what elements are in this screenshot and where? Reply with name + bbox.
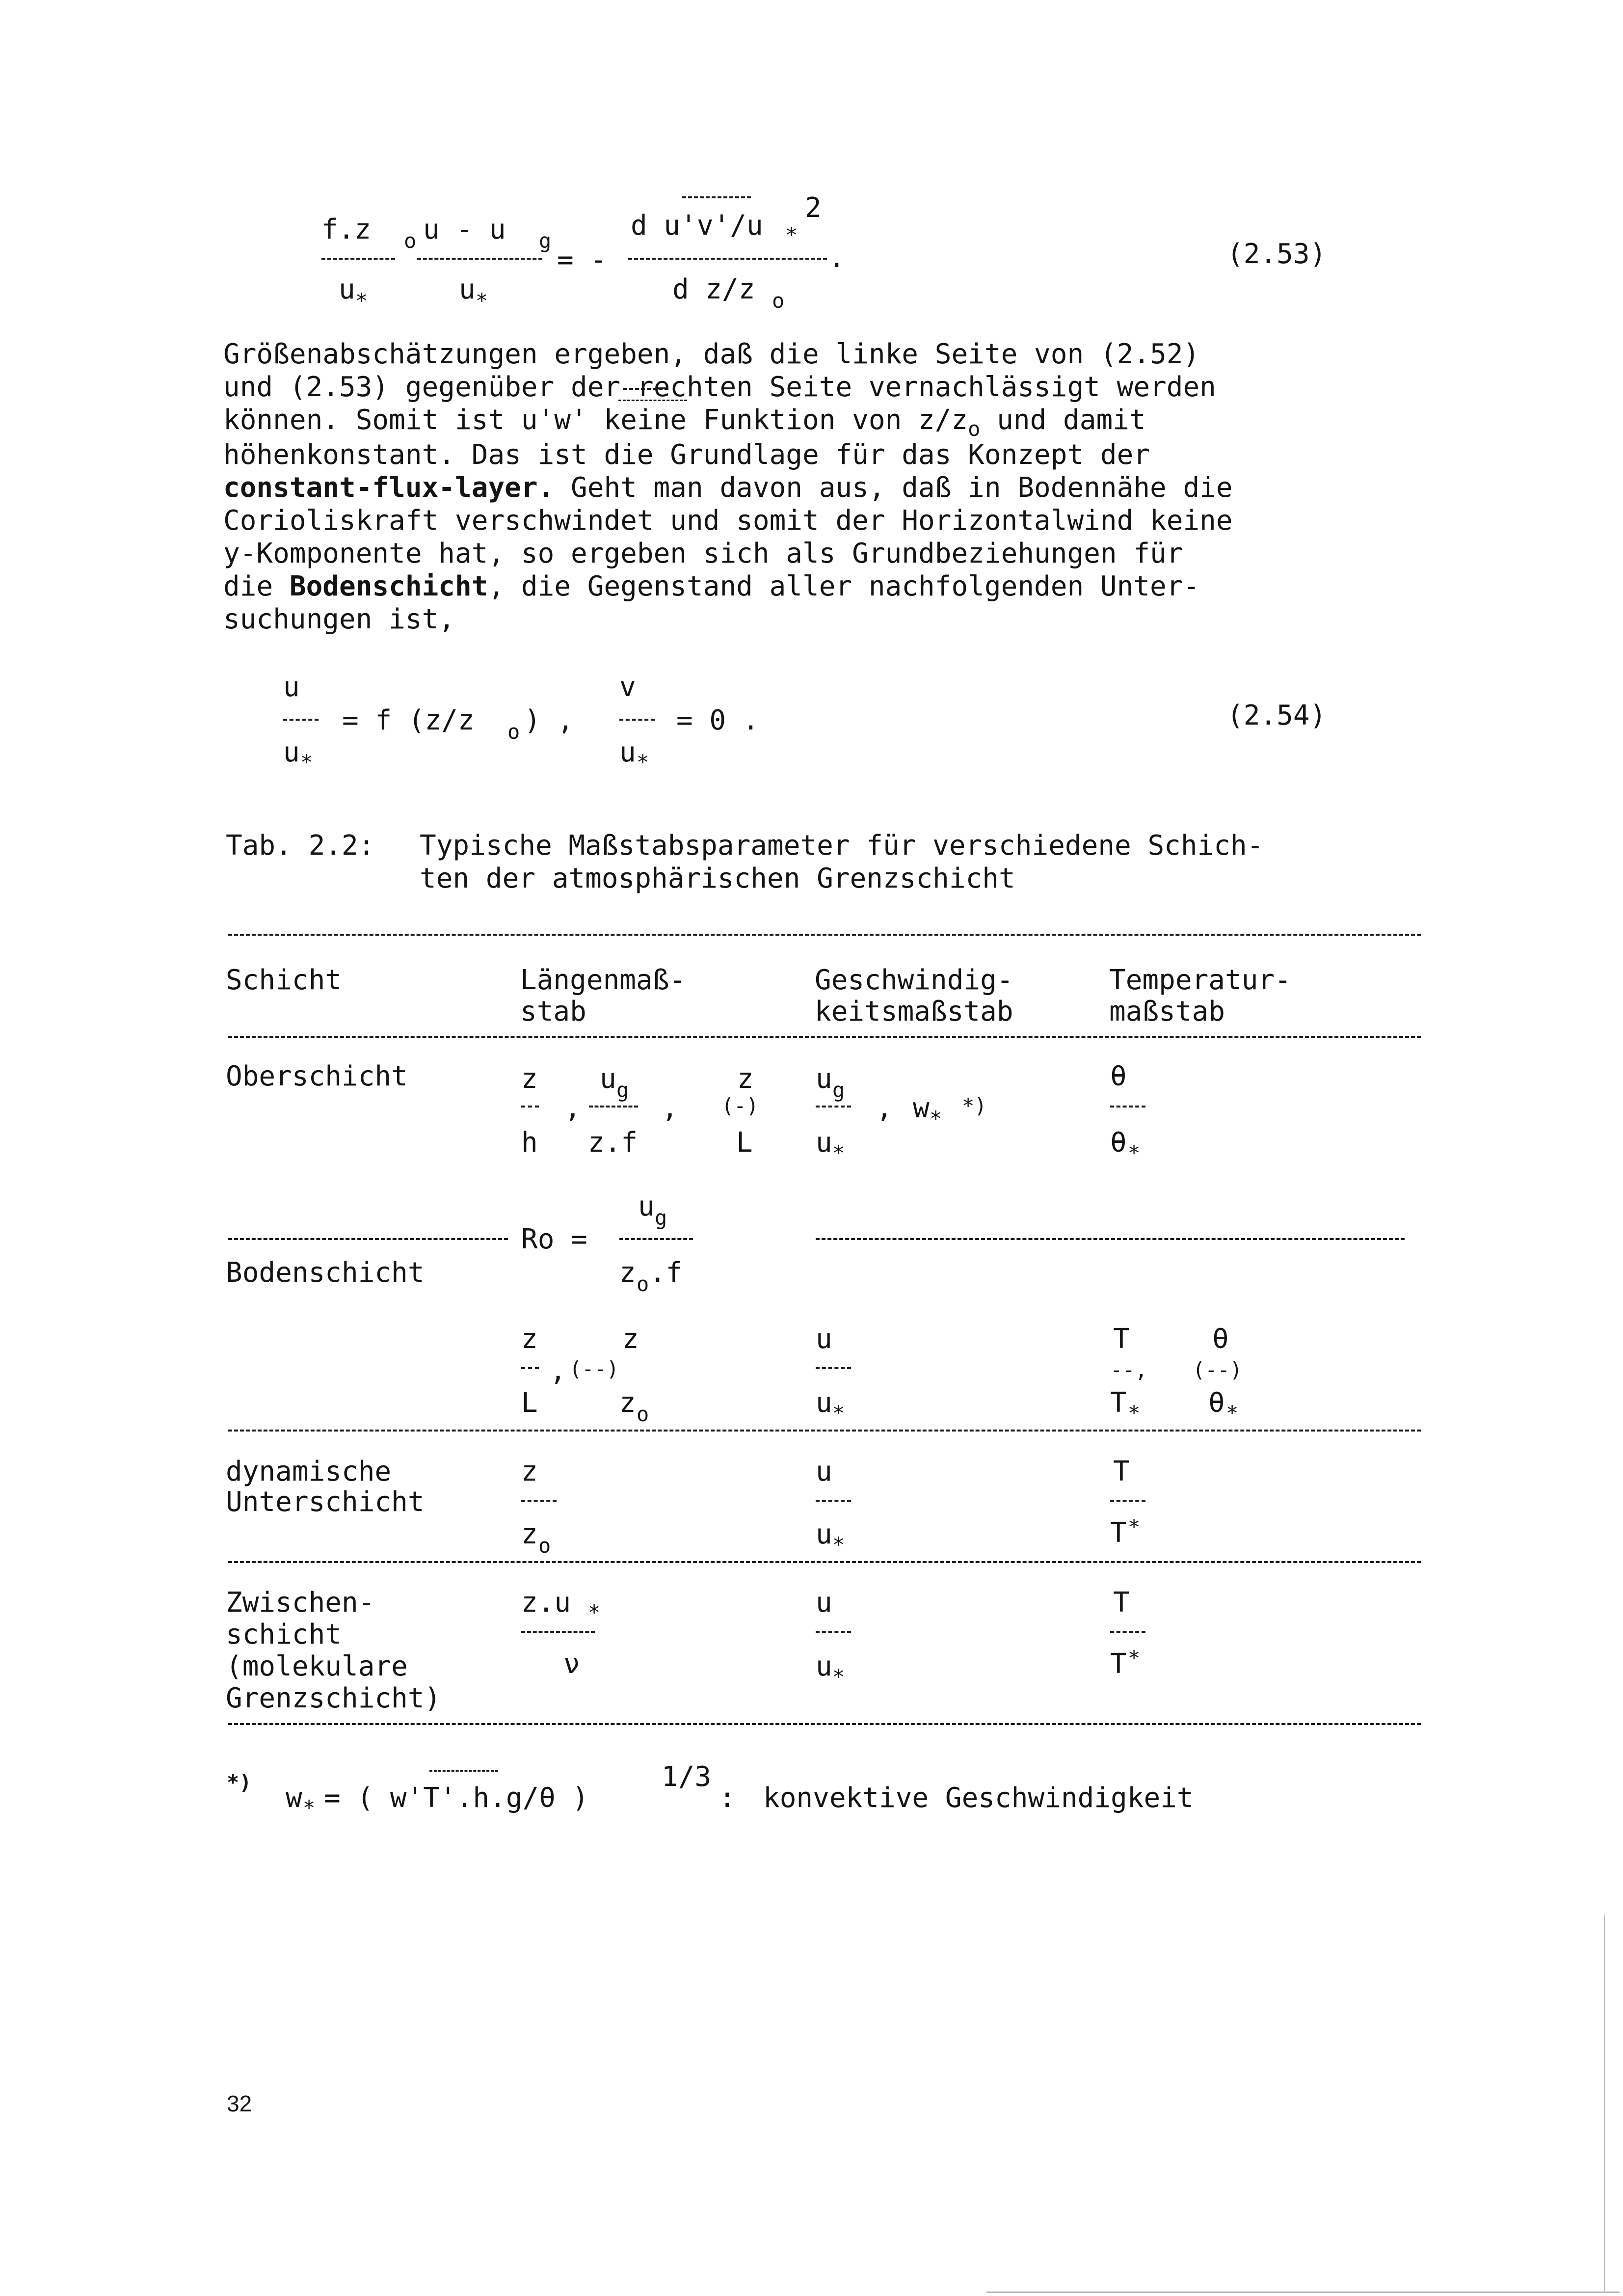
table-rule — [228, 1430, 1421, 1432]
scan-edge — [1604, 1915, 1605, 2293]
overbar — [429, 1770, 498, 1772]
eq-text: f.z — [321, 214, 372, 245]
cell-star: * — [1226, 1401, 1239, 1425]
overbar — [682, 196, 751, 198]
rossby-label: Ro = — [521, 1223, 587, 1255]
table-rule — [228, 1238, 508, 1240]
cell-symbol: θ — [1208, 1387, 1225, 1419]
eq-text: u — [283, 736, 300, 768]
eq-text: ) , — [524, 704, 574, 736]
cell-symbol: θ — [1110, 1127, 1127, 1159]
cell-star: * — [588, 1600, 601, 1624]
table-rule — [228, 1036, 1421, 1038]
text-line: können. Somit ist u'w' keine Funktion von $z/z_o$ und damit — [223, 404, 1146, 441]
fraction-bar — [628, 258, 827, 260]
cell-symbol: u — [816, 1323, 832, 1355]
table-rule — [228, 934, 1421, 936]
cell-star: * — [832, 1141, 845, 1165]
caption-line: Typische Maßstabsparameter für verschiedene Schich- — [420, 830, 1264, 862]
cell-symbol: --, — [1110, 1358, 1147, 1382]
cell-symbol: z — [521, 1063, 538, 1095]
text-line: constant-flux-layer. Geht man davon aus, daß in Bodennähe die — [223, 472, 1233, 504]
cell-symbol: (--) — [1193, 1358, 1243, 1382]
cell-symbol: w — [913, 1092, 930, 1124]
fraction-bar — [816, 1367, 851, 1369]
cell-subscript: o — [637, 1402, 649, 1426]
text-subscript: o — [968, 417, 981, 441]
cell-symbol: u — [816, 1063, 832, 1095]
row-label: Grenzschicht) — [226, 1682, 441, 1714]
cell-subscript: o — [637, 1272, 649, 1296]
eq-star: * — [637, 750, 649, 774]
cell-symbol: *) — [962, 1094, 987, 1118]
eq-star: * — [300, 750, 313, 774]
scan-edge — [986, 2292, 1620, 2293]
row-label: Bodenschicht — [226, 1257, 425, 1289]
eq-text: v — [619, 671, 636, 703]
row-label: schicht — [226, 1619, 342, 1650]
text-line: suchungen ist, — [223, 603, 455, 635]
fraction-bar — [1110, 1631, 1145, 1633]
cell-symbol: L — [736, 1127, 753, 1159]
column-header: Längenmaß- — [520, 964, 686, 996]
cell-star: * — [832, 1665, 845, 1689]
cell-symbol: u — [638, 1190, 655, 1222]
eq-text: u - u — [423, 214, 506, 245]
text-line: y-Komponente hat, so ergeben sich als Grundbeziehungen für — [223, 538, 1183, 569]
bold-term: Bodenschicht — [289, 570, 488, 602]
cell-symbol: u — [816, 1387, 832, 1419]
row-label: dynamische — [226, 1456, 392, 1487]
caption-line: ten der atmosphärischen Grenzschicht — [420, 863, 1015, 894]
cell-symbol: θ — [1212, 1323, 1229, 1355]
cell-star: * — [832, 1401, 845, 1425]
eq-subscript: g — [539, 229, 552, 253]
fraction-bar — [283, 719, 319, 721]
footnote-text: konvektive Geschwindigkeit — [763, 1782, 1194, 1814]
fraction-bar — [417, 258, 542, 260]
eq-text: = f (z/z — [342, 704, 475, 736]
cell-star: * — [1128, 1515, 1141, 1539]
footnote-mark: *) — [227, 1770, 252, 1794]
eq-text: = 0 . — [676, 704, 759, 736]
fraction-bar — [521, 1500, 557, 1502]
cell-symbol: z — [521, 1456, 538, 1487]
cell-symbol: u — [816, 1518, 832, 1550]
fraction-bar — [816, 1106, 851, 1107]
cell-symbol: z — [619, 1387, 636, 1419]
equation-number: (2.54) — [1227, 700, 1327, 731]
cell-symbol: u — [816, 1456, 832, 1487]
text-line: und (2.53) gegenüber der rechten Seite vernachlässigt werden — [223, 371, 1216, 403]
cell-symbol: T — [1113, 1587, 1130, 1619]
fraction-bar — [521, 1367, 539, 1369]
fraction-bar — [619, 719, 655, 721]
eq-subscript: o — [507, 720, 520, 744]
cell-symbol: T — [1110, 1387, 1127, 1419]
table-rule — [816, 1238, 1405, 1240]
cell-symbol: z — [622, 1323, 639, 1355]
eq-text: d u'v'/u — [631, 210, 763, 242]
cell-subscript: g — [832, 1078, 845, 1102]
row-label: Oberschicht — [226, 1060, 408, 1092]
fraction-bar — [619, 1238, 693, 1240]
body-paragraph — [223, 338, 1421, 636]
footnote-expression: = ( w'T'.h.g/θ ) — [324, 1782, 589, 1814]
cell-symbol: .f — [649, 1257, 683, 1289]
eq-star: * — [476, 289, 488, 313]
caption-label: Tab. 2.2: — [226, 830, 375, 862]
cell-star: * — [1128, 1401, 1141, 1425]
row-label: Unterschicht — [226, 1486, 425, 1518]
cell-subscript: o — [538, 1534, 551, 1558]
cell-star: * — [930, 1107, 942, 1131]
text-line: Corioliskraft verschwindet und somit der Horizontalwind keine — [223, 505, 1233, 537]
cell-symbol: , — [550, 1355, 566, 1387]
cell-symbol: z — [619, 1257, 636, 1289]
fraction-bar — [321, 258, 395, 260]
fraction-bar — [816, 1631, 851, 1633]
text-line: höhenkonstant. Das ist die Grundlage für das Konzept der — [223, 439, 1150, 471]
cell-symbol: h — [521, 1127, 538, 1159]
cell-symbol: , — [876, 1092, 893, 1124]
cell-symbol: T — [1113, 1323, 1130, 1355]
table-rule — [228, 1561, 1421, 1563]
fraction-bar — [521, 1631, 595, 1633]
footnote-symbol: w — [286, 1782, 302, 1814]
cell-symbol: u — [816, 1127, 832, 1159]
cell-subscript: g — [655, 1206, 667, 1230]
fraction-bar — [816, 1500, 851, 1502]
column-header: Geschwindig- — [815, 964, 1013, 996]
eq-subscript: o — [772, 289, 785, 313]
cell-symbol: L — [521, 1387, 538, 1419]
cell-symbol: , — [662, 1092, 678, 1124]
row-label: Zwischen- — [226, 1587, 375, 1619]
cell-symbol: z — [737, 1063, 754, 1095]
cell-star: * — [1128, 1141, 1141, 1165]
cell-symbol: z.f — [588, 1127, 638, 1159]
cell-symbol: z.u — [521, 1587, 571, 1619]
cell-symbol: (--) — [569, 1357, 619, 1381]
eq-subscript: o — [404, 229, 417, 253]
cell-symbol: u — [816, 1587, 832, 1619]
fraction-bar — [521, 1106, 539, 1107]
column-header: keitsmaßstab — [815, 996, 1013, 1027]
eq-text: u — [339, 273, 355, 305]
cell-star: * — [832, 1533, 845, 1557]
text-line: die Bodenschicht, die Gegenstand aller nachfolgenden Unter- — [223, 570, 1200, 602]
eq-period: . — [828, 242, 845, 274]
cell-symbol: , — [564, 1092, 581, 1124]
equation-number: (2.53) — [1227, 238, 1327, 270]
cell-symbol: θ — [1110, 1060, 1127, 1092]
bold-term: constant-flux-layer. — [223, 472, 555, 504]
row-label: (molekulare — [226, 1650, 408, 1682]
fraction-bar — [1110, 1500, 1145, 1502]
cell-symbol: z — [521, 1518, 538, 1550]
overbar — [618, 400, 687, 401]
cell-symbol: (-) — [721, 1094, 759, 1118]
column-header: Temperatur- — [1109, 964, 1291, 996]
cell-symbol: u — [600, 1063, 616, 1095]
eq-text: u — [619, 736, 636, 768]
footnote-colon: : — [719, 1782, 736, 1814]
eq-star: * — [785, 223, 798, 247]
column-header: maßstab — [1109, 996, 1225, 1027]
cell-subscript: g — [616, 1078, 629, 1102]
eq-text: u — [283, 671, 300, 703]
text-line: Größenabschätzungen ergeben, daß die linke Seite von (2.52) — [223, 338, 1200, 370]
cell-symbol: T — [1110, 1517, 1127, 1549]
footnote-superscript: 1/3 — [662, 1761, 712, 1793]
eq-star: * — [355, 289, 368, 313]
column-header: stab — [520, 996, 586, 1027]
cell-symbol: T — [1113, 1456, 1130, 1487]
cell-star: * — [1128, 1646, 1141, 1670]
underline — [623, 388, 668, 390]
cell-symbol: u — [816, 1650, 832, 1682]
page-number: 32 — [227, 2091, 252, 2116]
footnote-star: * — [303, 1796, 316, 1820]
cell-symbol: T — [1110, 1648, 1127, 1680]
column-header: Schicht — [226, 964, 342, 996]
eq-text: d z/z — [672, 273, 755, 305]
cell-symbol: ν — [563, 1648, 580, 1680]
cell-symbol: z — [521, 1323, 538, 1355]
fraction-bar — [589, 1106, 638, 1107]
eq-superscript: 2 — [805, 192, 822, 224]
eq-equals: = - — [557, 244, 607, 276]
eq-text: u — [459, 273, 476, 305]
table-rule — [228, 1723, 1421, 1725]
fraction-bar — [1110, 1106, 1145, 1107]
